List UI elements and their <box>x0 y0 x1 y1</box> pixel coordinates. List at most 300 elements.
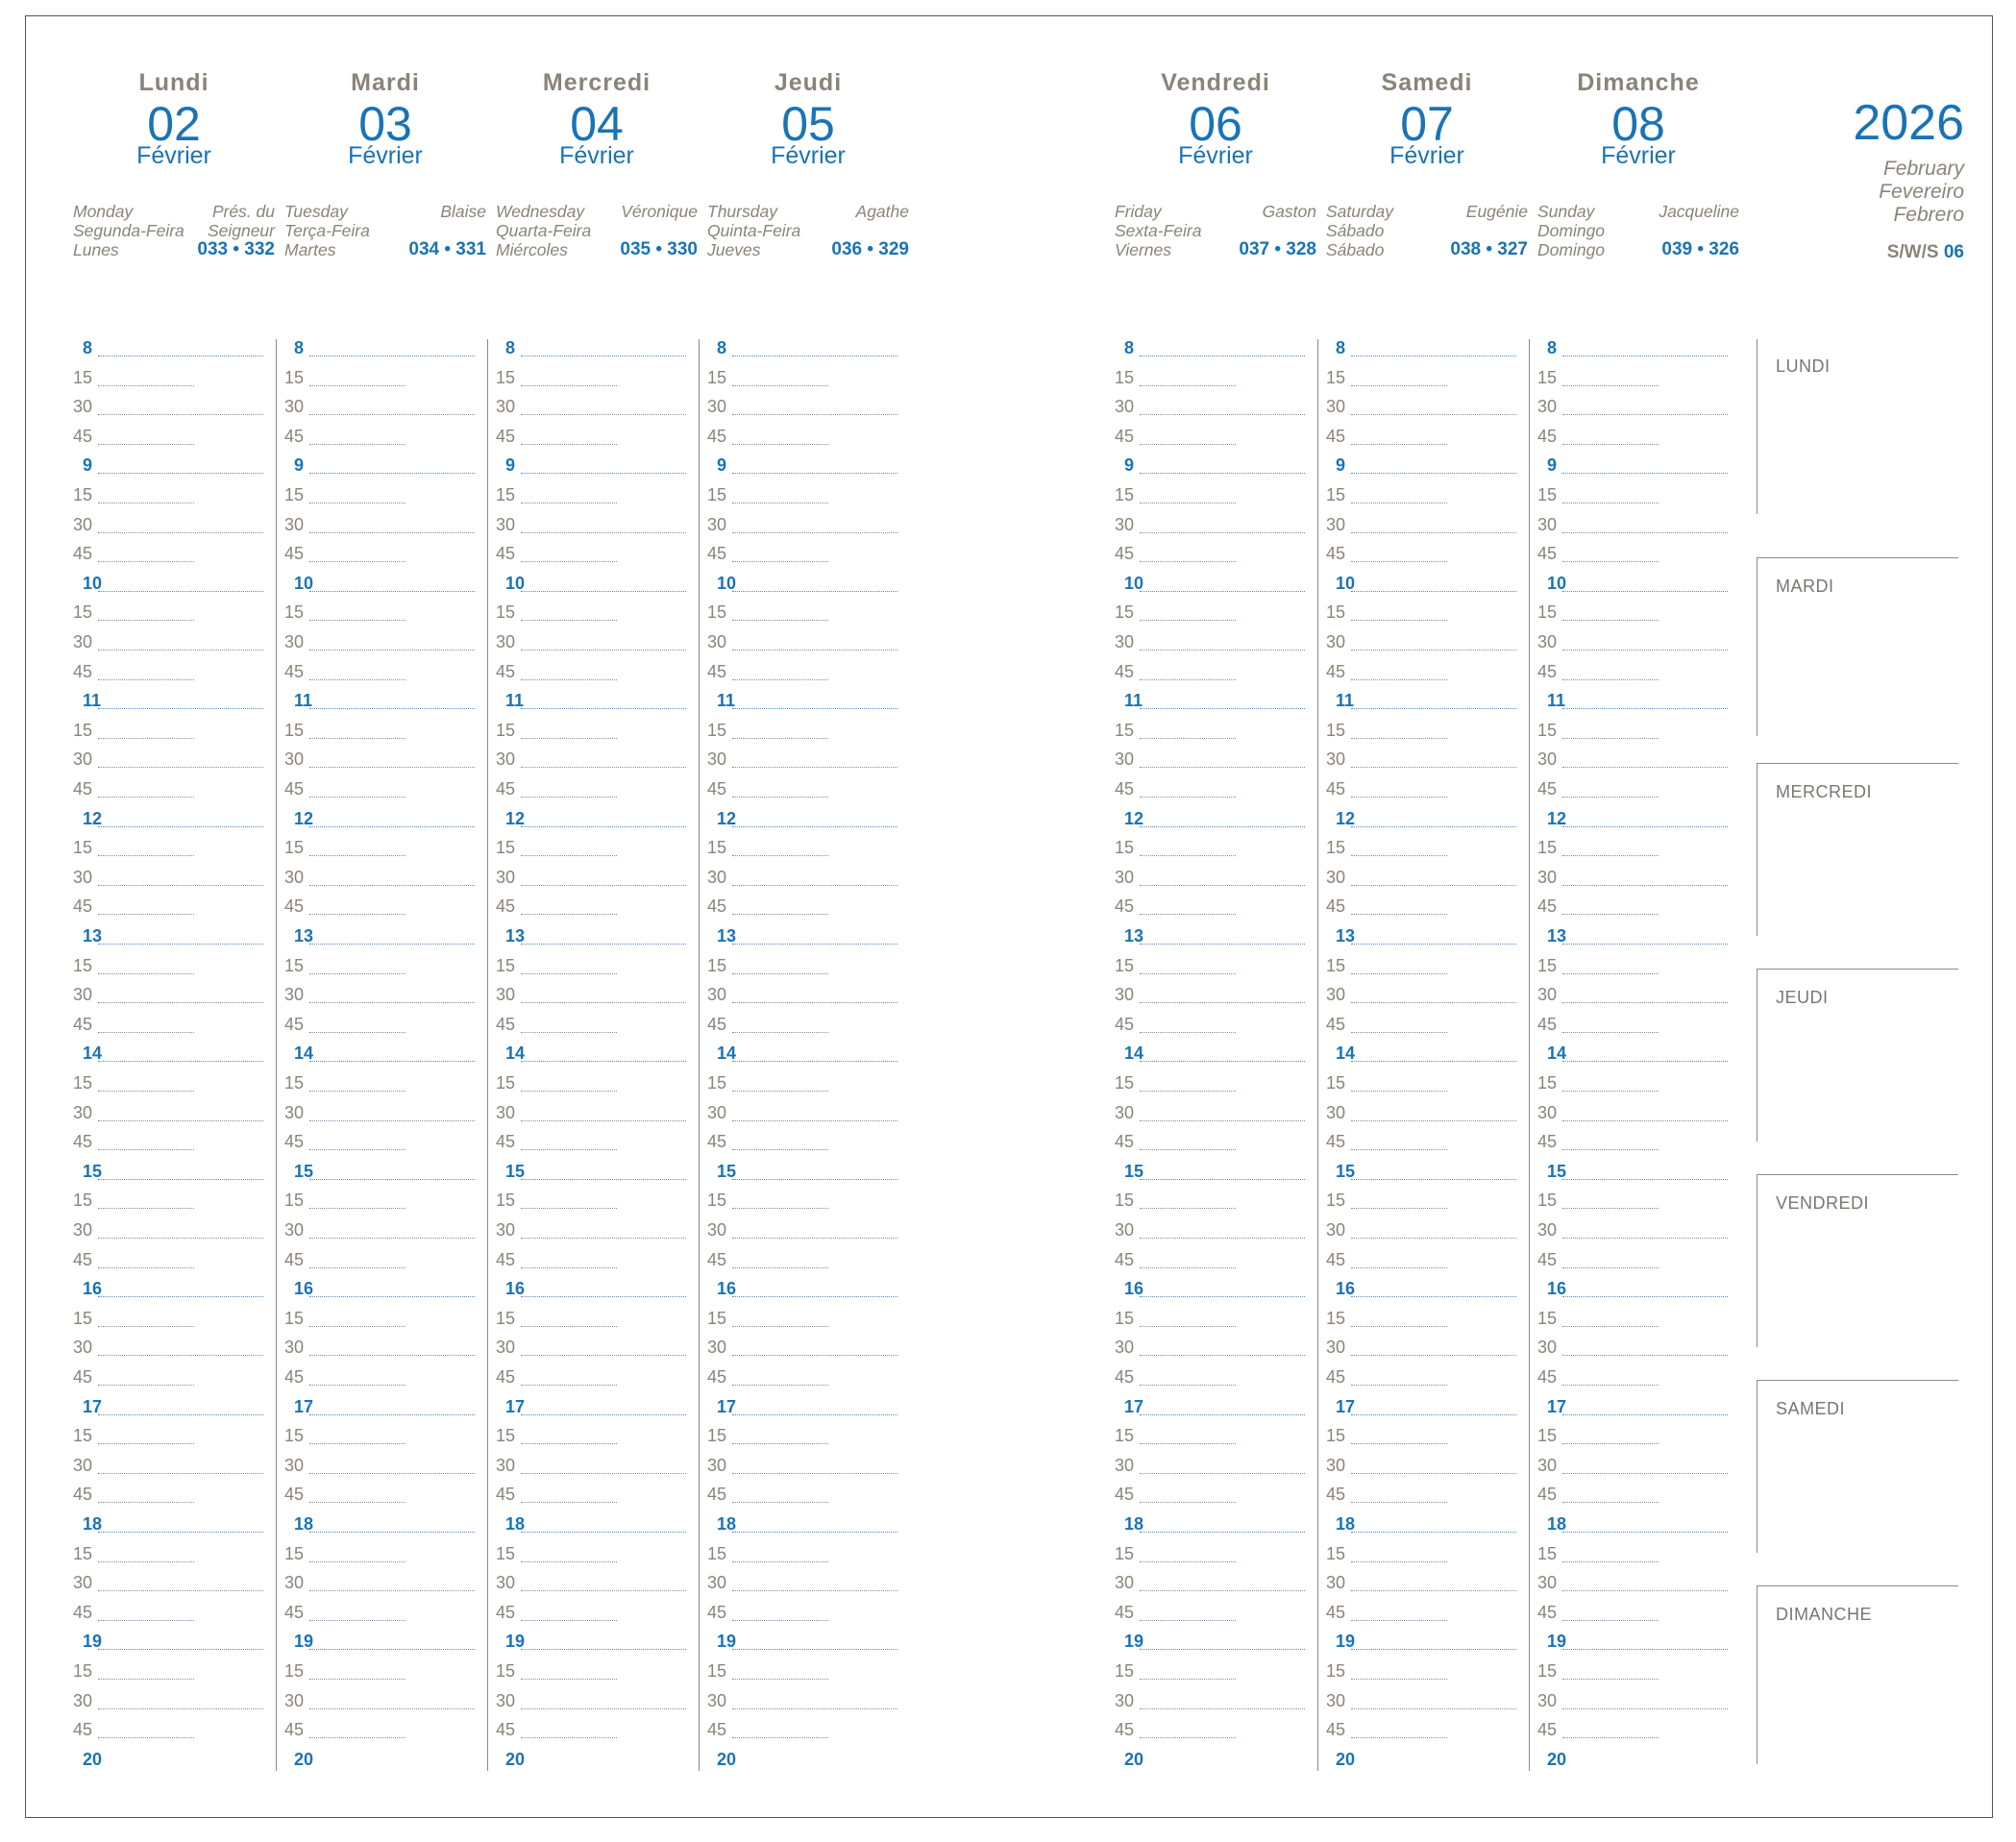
quarter-slot[interactable] <box>284 1216 486 1244</box>
quarter-slot[interactable] <box>496 1451 698 1480</box>
quarter-slot[interactable] <box>707 1216 909 1244</box>
hour-slot[interactable] <box>1537 804 1739 833</box>
quarter-slot[interactable] <box>496 539 698 568</box>
quarter-slot[interactable] <box>1326 1539 1528 1568</box>
quarter-slot[interactable] <box>1537 951 1739 980</box>
hour-slot[interactable] <box>73 1745 275 1774</box>
quarter-slot[interactable] <box>73 1598 275 1627</box>
quarter-slot[interactable] <box>73 1539 275 1568</box>
hour-slot[interactable] <box>1115 1274 1316 1303</box>
quarter-slot[interactable] <box>1537 1216 1739 1244</box>
quarter-slot[interactable] <box>73 422 275 451</box>
quarter-slot[interactable] <box>1326 951 1528 980</box>
hour-slot[interactable] <box>73 569 275 598</box>
hour-slot[interactable] <box>1537 569 1739 598</box>
quarter-slot[interactable] <box>707 422 909 451</box>
hour-slot[interactable] <box>707 569 909 598</box>
quarter-slot[interactable] <box>1537 1010 1739 1039</box>
hour-slot[interactable] <box>496 1745 698 1774</box>
quarter-slot[interactable] <box>1326 863 1528 892</box>
quarter-slot[interactable] <box>1537 392 1739 421</box>
quarter-slot[interactable] <box>707 1657 909 1685</box>
quarter-slot[interactable] <box>1326 1363 1528 1391</box>
quarter-slot[interactable] <box>1537 480 1739 509</box>
hour-slot[interactable] <box>707 1274 909 1303</box>
quarter-slot[interactable] <box>1537 716 1739 745</box>
quarter-slot[interactable] <box>1115 1216 1316 1244</box>
quarter-slot[interactable] <box>1115 657 1316 686</box>
quarter-slot[interactable] <box>73 539 275 568</box>
hour-slot[interactable] <box>284 451 486 479</box>
quarter-slot[interactable] <box>496 1686 698 1715</box>
hour-slot[interactable] <box>496 1627 698 1656</box>
quarter-slot[interactable] <box>1537 627 1739 656</box>
quarter-slot[interactable] <box>284 1686 486 1715</box>
quarter-slot[interactable] <box>1537 1451 1739 1480</box>
quarter-slot[interactable] <box>1115 892 1316 921</box>
quarter-slot[interactable] <box>496 598 698 626</box>
hour-slot[interactable] <box>1537 1157 1739 1186</box>
quarter-slot[interactable] <box>284 1421 486 1450</box>
hour-slot[interactable] <box>496 921 698 950</box>
quarter-slot[interactable] <box>1115 510 1316 539</box>
hour-slot[interactable] <box>1537 333 1739 362</box>
quarter-slot[interactable] <box>1115 1333 1316 1362</box>
quarter-slot[interactable] <box>284 627 486 656</box>
quarter-slot[interactable] <box>1326 598 1528 626</box>
quarter-slot[interactable] <box>1115 1304 1316 1333</box>
hour-slot[interactable] <box>73 451 275 479</box>
hour-slot[interactable] <box>1326 1510 1528 1538</box>
quarter-slot[interactable] <box>707 1098 909 1127</box>
quarter-slot[interactable] <box>73 1304 275 1333</box>
hour-slot[interactable] <box>73 1274 275 1303</box>
quarter-slot[interactable] <box>1537 1539 1739 1568</box>
hour-slot[interactable] <box>496 1274 698 1303</box>
quarter-slot[interactable] <box>284 1451 486 1480</box>
quarter-slot[interactable] <box>707 1127 909 1156</box>
hour-slot[interactable] <box>707 1627 909 1656</box>
quarter-slot[interactable] <box>284 863 486 892</box>
hour-slot[interactable] <box>1326 1039 1528 1068</box>
hour-slot[interactable] <box>284 1510 486 1538</box>
hour-slot[interactable] <box>1115 804 1316 833</box>
quarter-slot[interactable] <box>73 1451 275 1480</box>
quarter-slot[interactable] <box>1537 657 1739 686</box>
hour-slot[interactable] <box>1115 1510 1316 1538</box>
quarter-slot[interactable] <box>284 1098 486 1127</box>
quarter-slot[interactable] <box>73 480 275 509</box>
quarter-slot[interactable] <box>496 980 698 1009</box>
quarter-slot[interactable] <box>1537 1421 1739 1450</box>
hour-slot[interactable] <box>73 1392 275 1421</box>
quarter-slot[interactable] <box>707 1568 909 1597</box>
quarter-slot[interactable] <box>707 833 909 862</box>
quarter-slot[interactable] <box>73 951 275 980</box>
quarter-slot[interactable] <box>1115 1539 1316 1568</box>
quarter-slot[interactable] <box>284 716 486 745</box>
hour-slot[interactable] <box>284 1157 486 1186</box>
quarter-slot[interactable] <box>496 745 698 774</box>
quarter-slot[interactable] <box>73 1098 275 1127</box>
quarter-slot[interactable] <box>1326 1098 1528 1127</box>
quarter-slot[interactable] <box>1115 1657 1316 1685</box>
quarter-slot[interactable] <box>284 833 486 862</box>
hour-slot[interactable] <box>707 1745 909 1774</box>
quarter-slot[interactable] <box>1326 745 1528 774</box>
quarter-slot[interactable] <box>707 598 909 626</box>
quarter-slot[interactable] <box>496 1539 698 1568</box>
quarter-slot[interactable] <box>496 1333 698 1362</box>
quarter-slot[interactable] <box>73 892 275 921</box>
quarter-slot[interactable] <box>496 1098 698 1127</box>
quarter-slot[interactable] <box>1326 422 1528 451</box>
quarter-slot[interactable] <box>707 539 909 568</box>
quarter-slot[interactable] <box>1115 1598 1316 1627</box>
hour-slot[interactable] <box>1115 1627 1316 1656</box>
quarter-slot[interactable] <box>1537 1245 1739 1274</box>
hour-slot[interactable] <box>1537 1039 1739 1068</box>
quarter-slot[interactable] <box>1115 863 1316 892</box>
quarter-slot[interactable] <box>73 774 275 803</box>
quarter-slot[interactable] <box>73 833 275 862</box>
quarter-slot[interactable] <box>1326 1657 1528 1685</box>
quarter-slot[interactable] <box>73 1010 275 1039</box>
hour-slot[interactable] <box>496 1510 698 1538</box>
quarter-slot[interactable] <box>284 657 486 686</box>
quarter-slot[interactable] <box>707 363 909 392</box>
hour-slot[interactable] <box>284 686 486 715</box>
quarter-slot[interactable] <box>73 510 275 539</box>
quarter-slot[interactable] <box>707 951 909 980</box>
quarter-slot[interactable] <box>284 1333 486 1362</box>
quarter-slot[interactable] <box>284 510 486 539</box>
hour-slot[interactable] <box>1115 569 1316 598</box>
quarter-slot[interactable] <box>496 1480 698 1509</box>
quarter-slot[interactable] <box>73 1333 275 1362</box>
quarter-slot[interactable] <box>1115 1480 1316 1509</box>
quarter-slot[interactable] <box>1326 363 1528 392</box>
quarter-slot[interactable] <box>1537 598 1739 626</box>
quarter-slot[interactable] <box>1115 833 1316 862</box>
quarter-slot[interactable] <box>707 892 909 921</box>
quarter-slot[interactable] <box>707 392 909 421</box>
hour-slot[interactable] <box>496 333 698 362</box>
quarter-slot[interactable] <box>707 745 909 774</box>
quarter-slot[interactable] <box>707 1333 909 1362</box>
quarter-slot[interactable] <box>284 1186 486 1215</box>
quarter-slot[interactable] <box>1326 1421 1528 1450</box>
hour-slot[interactable] <box>1537 1274 1739 1303</box>
hour-slot[interactable] <box>1115 451 1316 479</box>
hour-slot[interactable] <box>707 1039 909 1068</box>
quarter-slot[interactable] <box>73 863 275 892</box>
quarter-slot[interactable] <box>707 1480 909 1509</box>
quarter-slot[interactable] <box>496 1127 698 1156</box>
quarter-slot[interactable] <box>496 863 698 892</box>
quarter-slot[interactable] <box>73 1068 275 1097</box>
quarter-slot[interactable] <box>1115 363 1316 392</box>
quarter-slot[interactable] <box>1326 716 1528 745</box>
hour-slot[interactable] <box>707 686 909 715</box>
hour-slot[interactable] <box>496 569 698 598</box>
quarter-slot[interactable] <box>284 1480 486 1509</box>
quarter-slot[interactable] <box>1326 1127 1528 1156</box>
quarter-slot[interactable] <box>1115 627 1316 656</box>
hour-slot[interactable] <box>284 333 486 362</box>
quarter-slot[interactable] <box>496 1715 698 1744</box>
hour-slot[interactable] <box>707 333 909 362</box>
hour-slot[interactable] <box>496 451 698 479</box>
quarter-slot[interactable] <box>707 1421 909 1450</box>
quarter-slot[interactable] <box>284 392 486 421</box>
quarter-slot[interactable] <box>73 745 275 774</box>
quarter-slot[interactable] <box>707 1068 909 1097</box>
hour-slot[interactable] <box>1326 569 1528 598</box>
quarter-slot[interactable] <box>284 1539 486 1568</box>
quarter-slot[interactable] <box>1326 510 1528 539</box>
quarter-slot[interactable] <box>1115 1686 1316 1715</box>
quarter-slot[interactable] <box>496 657 698 686</box>
quarter-slot[interactable] <box>496 1657 698 1685</box>
hour-slot[interactable] <box>73 921 275 950</box>
quarter-slot[interactable] <box>73 1421 275 1450</box>
quarter-slot[interactable] <box>1115 1451 1316 1480</box>
quarter-slot[interactable] <box>73 627 275 656</box>
quarter-slot[interactable] <box>1115 1127 1316 1156</box>
hour-slot[interactable] <box>496 686 698 715</box>
quarter-slot[interactable] <box>1326 1010 1528 1039</box>
quarter-slot[interactable] <box>1115 539 1316 568</box>
quarter-slot[interactable] <box>496 833 698 862</box>
quarter-slot[interactable] <box>707 1539 909 1568</box>
quarter-slot[interactable] <box>1537 774 1739 803</box>
hour-slot[interactable] <box>1537 1510 1739 1538</box>
hour-slot[interactable] <box>707 451 909 479</box>
hour-slot[interactable] <box>284 569 486 598</box>
hour-slot[interactable] <box>1326 333 1528 362</box>
quarter-slot[interactable] <box>1537 1568 1739 1597</box>
quarter-slot[interactable] <box>1326 1598 1528 1627</box>
hour-slot[interactable] <box>1326 1274 1528 1303</box>
quarter-slot[interactable] <box>707 1686 909 1715</box>
quarter-slot[interactable] <box>73 598 275 626</box>
quarter-slot[interactable] <box>1115 980 1316 1009</box>
hour-slot[interactable] <box>284 921 486 950</box>
quarter-slot[interactable] <box>1115 1568 1316 1597</box>
quarter-slot[interactable] <box>707 627 909 656</box>
hour-slot[interactable] <box>1537 1392 1739 1421</box>
quarter-slot[interactable] <box>496 1363 698 1391</box>
quarter-slot[interactable] <box>1326 1451 1528 1480</box>
quarter-slot[interactable] <box>1115 1715 1316 1744</box>
quarter-slot[interactable] <box>1115 1421 1316 1450</box>
hour-slot[interactable] <box>1537 1627 1739 1656</box>
hour-slot[interactable] <box>707 804 909 833</box>
quarter-slot[interactable] <box>1537 892 1739 921</box>
quarter-slot[interactable] <box>1537 745 1739 774</box>
quarter-slot[interactable] <box>496 716 698 745</box>
quarter-slot[interactable] <box>496 1598 698 1627</box>
quarter-slot[interactable] <box>1326 1245 1528 1274</box>
quarter-slot[interactable] <box>73 1127 275 1156</box>
quarter-slot[interactable] <box>1115 1068 1316 1097</box>
quarter-slot[interactable] <box>496 1304 698 1333</box>
quarter-slot[interactable] <box>496 774 698 803</box>
quarter-slot[interactable] <box>707 716 909 745</box>
quarter-slot[interactable] <box>496 627 698 656</box>
quarter-slot[interactable] <box>1537 1715 1739 1744</box>
quarter-slot[interactable] <box>1326 980 1528 1009</box>
hour-slot[interactable] <box>496 1039 698 1068</box>
quarter-slot[interactable] <box>1326 1686 1528 1715</box>
quarter-slot[interactable] <box>496 951 698 980</box>
quarter-slot[interactable] <box>707 1186 909 1215</box>
quarter-slot[interactable] <box>284 1127 486 1156</box>
quarter-slot[interactable] <box>284 598 486 626</box>
hour-slot[interactable] <box>1115 686 1316 715</box>
hour-slot[interactable] <box>73 333 275 362</box>
quarter-slot[interactable] <box>284 422 486 451</box>
hour-slot[interactable] <box>496 804 698 833</box>
hour-slot[interactable] <box>1537 921 1739 950</box>
quarter-slot[interactable] <box>1115 1098 1316 1127</box>
hour-slot[interactable] <box>1326 1745 1528 1774</box>
quarter-slot[interactable] <box>1537 1657 1739 1685</box>
quarter-slot[interactable] <box>1326 1216 1528 1244</box>
quarter-slot[interactable] <box>73 657 275 686</box>
quarter-slot[interactable] <box>1537 1127 1739 1156</box>
hour-slot[interactable] <box>284 1392 486 1421</box>
hour-slot[interactable] <box>1326 451 1528 479</box>
hour-slot[interactable] <box>707 1392 909 1421</box>
quarter-slot[interactable] <box>284 892 486 921</box>
quarter-slot[interactable] <box>284 1598 486 1627</box>
quarter-slot[interactable] <box>1326 1304 1528 1333</box>
quarter-slot[interactable] <box>1537 1186 1739 1215</box>
hour-slot[interactable] <box>284 1039 486 1068</box>
quarter-slot[interactable] <box>1115 392 1316 421</box>
quarter-slot[interactable] <box>1537 363 1739 392</box>
quarter-slot[interactable] <box>73 1480 275 1509</box>
quarter-slot[interactable] <box>1326 1480 1528 1509</box>
quarter-slot[interactable] <box>73 1363 275 1391</box>
quarter-slot[interactable] <box>1537 863 1739 892</box>
hour-slot[interactable] <box>284 1274 486 1303</box>
quarter-slot[interactable] <box>707 1598 909 1627</box>
hour-slot[interactable] <box>1115 1392 1316 1421</box>
quarter-slot[interactable] <box>496 422 698 451</box>
hour-slot[interactable] <box>284 804 486 833</box>
quarter-slot[interactable] <box>1537 1598 1739 1627</box>
hour-slot[interactable] <box>707 1157 909 1186</box>
quarter-slot[interactable] <box>1115 480 1316 509</box>
hour-slot[interactable] <box>707 921 909 950</box>
quarter-slot[interactable] <box>1537 980 1739 1009</box>
hour-slot[interactable] <box>73 1627 275 1656</box>
quarter-slot[interactable] <box>73 716 275 745</box>
quarter-slot[interactable] <box>1537 833 1739 862</box>
hour-slot[interactable] <box>73 686 275 715</box>
quarter-slot[interactable] <box>496 892 698 921</box>
hour-slot[interactable] <box>284 1627 486 1656</box>
quarter-slot[interactable] <box>1537 1068 1739 1097</box>
quarter-slot[interactable] <box>73 363 275 392</box>
quarter-slot[interactable] <box>1326 657 1528 686</box>
quarter-slot[interactable] <box>707 1715 909 1744</box>
quarter-slot[interactable] <box>1537 1480 1739 1509</box>
quarter-slot[interactable] <box>73 1568 275 1597</box>
hour-slot[interactable] <box>1326 1392 1528 1421</box>
quarter-slot[interactable] <box>1115 1245 1316 1274</box>
quarter-slot[interactable] <box>284 1245 486 1274</box>
quarter-slot[interactable] <box>496 1186 698 1215</box>
quarter-slot[interactable] <box>1115 774 1316 803</box>
hour-slot[interactable] <box>707 1510 909 1538</box>
quarter-slot[interactable] <box>1115 1010 1316 1039</box>
quarter-slot[interactable] <box>1115 1363 1316 1391</box>
hour-slot[interactable] <box>1115 1157 1316 1186</box>
hour-slot[interactable] <box>73 1039 275 1068</box>
hour-slot[interactable] <box>73 804 275 833</box>
quarter-slot[interactable] <box>1326 1068 1528 1097</box>
quarter-slot[interactable] <box>1537 422 1739 451</box>
hour-slot[interactable] <box>1537 1745 1739 1774</box>
quarter-slot[interactable] <box>707 510 909 539</box>
quarter-slot[interactable] <box>707 1245 909 1274</box>
hour-slot[interactable] <box>73 1510 275 1538</box>
quarter-slot[interactable] <box>284 363 486 392</box>
quarter-slot[interactable] <box>73 1216 275 1244</box>
quarter-slot[interactable] <box>1326 539 1528 568</box>
quarter-slot[interactable] <box>1537 1098 1739 1127</box>
quarter-slot[interactable] <box>73 980 275 1009</box>
hour-slot[interactable] <box>284 1745 486 1774</box>
hour-slot[interactable] <box>496 1392 698 1421</box>
quarter-slot[interactable] <box>707 1010 909 1039</box>
hour-slot[interactable] <box>1115 1039 1316 1068</box>
quarter-slot[interactable] <box>1537 1363 1739 1391</box>
quarter-slot[interactable] <box>284 745 486 774</box>
quarter-slot[interactable] <box>707 1363 909 1391</box>
quarter-slot[interactable] <box>1115 422 1316 451</box>
quarter-slot[interactable] <box>1326 480 1528 509</box>
quarter-slot[interactable] <box>284 1010 486 1039</box>
quarter-slot[interactable] <box>1537 510 1739 539</box>
quarter-slot[interactable] <box>1326 1715 1528 1744</box>
hour-slot[interactable] <box>496 1157 698 1186</box>
quarter-slot[interactable] <box>284 951 486 980</box>
quarter-slot[interactable] <box>707 1451 909 1480</box>
quarter-slot[interactable] <box>73 1686 275 1715</box>
quarter-slot[interactable] <box>284 1068 486 1097</box>
hour-slot[interactable] <box>1326 804 1528 833</box>
quarter-slot[interactable] <box>73 1186 275 1215</box>
hour-slot[interactable] <box>1537 686 1739 715</box>
hour-slot[interactable] <box>1115 1745 1316 1774</box>
quarter-slot[interactable] <box>1326 627 1528 656</box>
hour-slot[interactable] <box>1115 333 1316 362</box>
hour-slot[interactable] <box>1115 921 1316 950</box>
quarter-slot[interactable] <box>496 480 698 509</box>
quarter-slot[interactable] <box>1115 1186 1316 1215</box>
hour-slot[interactable] <box>1326 921 1528 950</box>
quarter-slot[interactable] <box>1326 1568 1528 1597</box>
quarter-slot[interactable] <box>707 657 909 686</box>
quarter-slot[interactable] <box>496 1421 698 1450</box>
hour-slot[interactable] <box>1537 451 1739 479</box>
quarter-slot[interactable] <box>707 774 909 803</box>
